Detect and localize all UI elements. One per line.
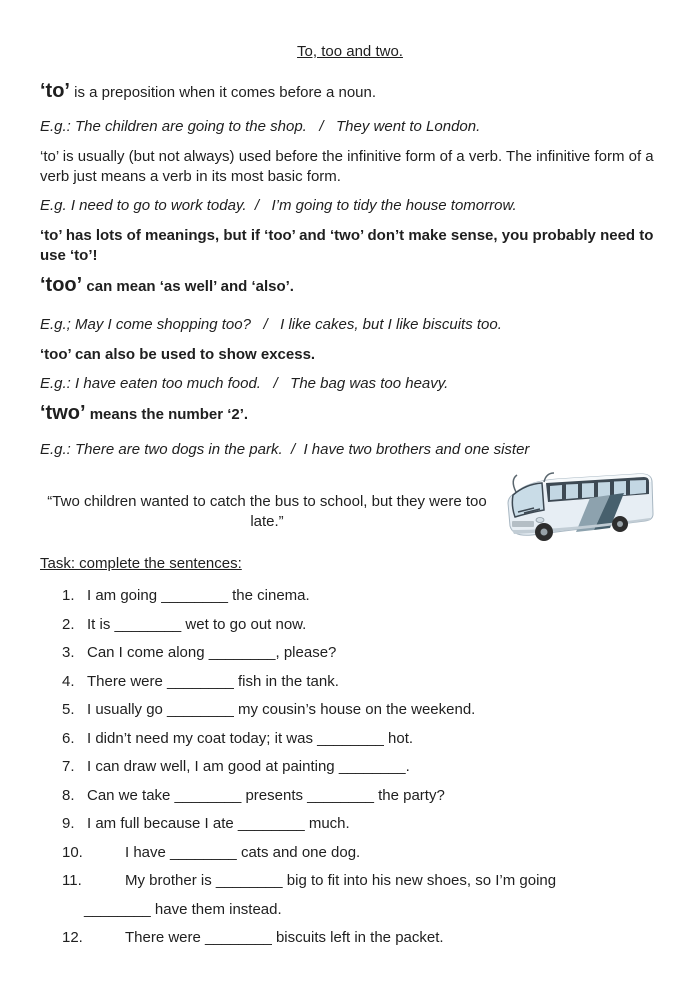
- sentence-item: [62, 867, 660, 924]
- two-definition-text: means the number ‘2’.: [85, 406, 249, 423]
- term-to: ‘to’: [40, 80, 70, 102]
- sentence-number: 7.: [62, 758, 75, 775]
- sentence-body: [62, 872, 556, 918]
- sentence-text: have them instead.: [150, 900, 282, 918]
- to-usage: ‘to’ is usually (but not always) used before the infinitive form of a verb. The infinitive form of a verb just means a verb in its most basic form.: [40, 148, 658, 185]
- answer-blank[interactable]: ________: [167, 672, 234, 690]
- sentence-number: 10.: [62, 843, 83, 861]
- two-example: E.g.: There are two dogs in the park. / I have two brothers and one sister: [40, 441, 530, 458]
- answer-blank[interactable]: ________: [215, 872, 283, 889]
- answer-blank[interactable]: ________: [205, 929, 272, 946]
- sentence-item: [62, 668, 660, 697]
- to-note: ‘to’ has lots of meanings, but if ‘too’ and ‘two’ don’t make sense, you probably need to use ‘to’!: [40, 227, 658, 264]
- too-excess-example: E.g.: I have eaten too much food. / The bag was too heavy.: [40, 375, 449, 392]
- to-definition: [40, 78, 660, 106]
- sentence-text: Can we take: [87, 786, 175, 804]
- sentence-text: I am full because I ate: [87, 815, 238, 832]
- sentence-list: [40, 582, 660, 953]
- sentence-body: [125, 929, 444, 946]
- answer-blank[interactable]: ________: [84, 900, 151, 918]
- sentence-number: 8.: [62, 786, 75, 804]
- sentence-number: 4.: [62, 672, 75, 690]
- sentence-number: 3.: [62, 644, 75, 661]
- answer-blank[interactable]: ________: [307, 786, 374, 804]
- to-definition-text: is a preposition when it comes before a noun.: [70, 84, 377, 101]
- answer-blank[interactable]: ________: [338, 758, 406, 775]
- answer-blank[interactable]: ________: [208, 644, 276, 661]
- sentence-number: 11.: [62, 872, 82, 889]
- answer-blank[interactable]: ________: [167, 701, 234, 718]
- sentence-number: 9.: [62, 815, 75, 832]
- sentence-body: [87, 730, 413, 747]
- sentence-text: fish in the tank.: [233, 672, 339, 690]
- to-usage-example: E.g. I need to go to work today. / I’m going to tidy the house tomorrow.: [40, 197, 517, 214]
- sentence-item: [62, 782, 660, 811]
- too-definition: [40, 272, 660, 300]
- sentence-text: Can I come along: [87, 644, 209, 661]
- sentence-number: 5.: [62, 701, 75, 718]
- sentence-text: the party?: [373, 786, 445, 804]
- sentence-body: [87, 787, 445, 804]
- sentence-item: [62, 924, 660, 953]
- sentence-item: [62, 725, 660, 754]
- bus-illustration: [500, 468, 660, 548]
- sentence-text: I have: [125, 843, 171, 861]
- sentence-body: [87, 701, 475, 718]
- sentence-item: [62, 810, 660, 839]
- too-definition-text: can mean ‘as well’ and ‘also’.: [82, 278, 294, 295]
- sentence-item: [62, 753, 660, 782]
- sentence-text: big to fit into his new shoes, so I’m going: [282, 872, 557, 889]
- sentence-number: 12.: [62, 929, 83, 946]
- task-heading: Task: complete the sentences:: [40, 555, 242, 572]
- sentence-text: My brother is: [125, 872, 216, 889]
- sentence-body: [87, 587, 310, 604]
- sentence-item: [62, 839, 660, 868]
- sentence-text: cats and one dog.: [236, 843, 361, 861]
- term-two: ‘two’: [40, 402, 86, 424]
- sentence-text: I didn’t need my coat today; it was: [87, 729, 318, 747]
- answer-blank[interactable]: ________: [174, 786, 242, 804]
- sentence-text: , please?: [275, 644, 337, 661]
- sentence-text: There were: [125, 929, 206, 946]
- sentence-text: my cousin’s house on the weekend.: [233, 701, 476, 718]
- sentence-body: [87, 616, 306, 633]
- sentence-text: biscuits left in the packet.: [271, 929, 444, 946]
- answer-blank[interactable]: ________: [317, 729, 384, 747]
- sentence-body: [87, 815, 350, 832]
- sentence-body: [87, 758, 410, 775]
- sentence-text: presents: [241, 786, 308, 804]
- too-example: E.g.; May I come shopping too? / I like cakes, but I like biscuits too.: [40, 316, 502, 333]
- sentence-body: [87, 673, 339, 690]
- sentence-text: It is: [87, 615, 115, 633]
- sentence-text: There were: [87, 672, 168, 690]
- quote-row: [40, 468, 660, 548]
- two-definition: [40, 400, 660, 428]
- worksheet-title: To, too and two.: [297, 43, 403, 60]
- to-example: E.g.: The children are going to the shop. / They went to London.: [40, 118, 481, 135]
- answer-blank[interactable]: ________: [237, 815, 305, 832]
- sentence-text: much.: [304, 815, 350, 832]
- sentence-text: I can draw well, I am good at painting: [87, 758, 339, 775]
- sentence-item: [62, 639, 660, 668]
- sentence-item: [62, 582, 660, 611]
- sentence-item: [62, 611, 660, 640]
- sentence-body: [125, 844, 360, 861]
- sentence-text: hot.: [383, 729, 414, 747]
- too-excess-rule: ‘too’ can also be used to show excess.: [40, 346, 316, 363]
- sentence-text: I usually go: [87, 701, 168, 718]
- answer-blank[interactable]: ________: [161, 587, 228, 604]
- answer-blank[interactable]: ________: [114, 615, 182, 633]
- sentence-text: wet to go out now.: [181, 615, 307, 633]
- sentence-text: the cinema.: [227, 587, 310, 604]
- sentence-number: 1.: [62, 587, 75, 604]
- answer-blank[interactable]: ________: [170, 843, 237, 861]
- sentence-body: [87, 644, 336, 661]
- bus-quote: “Two children wanted to catch the bus to school, but they were too late.”: [47, 493, 491, 530]
- term-too: ‘too’: [40, 274, 83, 296]
- bus-icon: [500, 468, 660, 548]
- sentence-number: 6.: [62, 729, 75, 747]
- sentence-text: .: [405, 758, 410, 775]
- sentence-item: [62, 696, 660, 725]
- sentence-number: 2.: [62, 615, 75, 633]
- sentence-text: I am going: [87, 587, 162, 604]
